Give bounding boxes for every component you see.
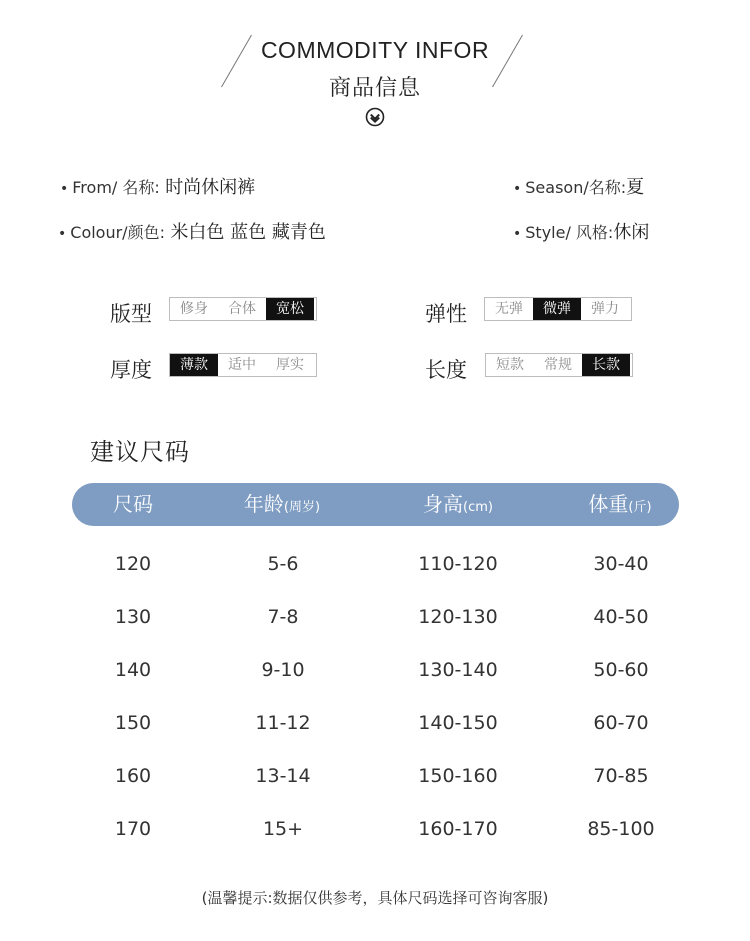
cell-size: 160 [114, 765, 152, 787]
attr-thickness-label: 厚度 [110, 358, 152, 382]
fit-option-slim[interactable]: 修身 [180, 301, 208, 317]
bullet: • [513, 226, 522, 242]
thickness-option-medium[interactable]: 适中 [228, 357, 256, 373]
info-season-value: 夏 [626, 177, 645, 198]
info-from [60, 173, 255, 199]
column-header-age-label: 年龄 [243, 492, 284, 516]
attr-fit-label: 版型 [110, 302, 152, 326]
cell-height: 130-140 [418, 659, 498, 681]
bullet: • [60, 181, 69, 197]
info-season-label: Season/名称: [525, 178, 627, 197]
length-option-short[interactable]: 短款 [496, 357, 524, 373]
elastic-option-none[interactable]: 无弹 [495, 301, 523, 317]
attr-thickness-options [169, 353, 317, 377]
cell-weight: 60-70 [593, 712, 649, 734]
info-colour-label: Colour/颜色: [70, 223, 165, 242]
size-note: (温馨提示:数据仅供参考，具体尺码选择可咨询客服) [201, 889, 549, 907]
cell-height: 140-150 [418, 712, 498, 734]
size-table-header [72, 483, 679, 526]
cell-size: 120 [114, 553, 152, 575]
chevron-down-circle-icon [365, 107, 385, 127]
info-style-label: Style/ 风格: [525, 223, 614, 242]
bullet: • [513, 181, 522, 197]
cell-height: 150-160 [418, 765, 498, 787]
fit-option-loose[interactable]: 宽松 [266, 298, 314, 320]
cell-weight: 40-50 [593, 606, 649, 628]
column-header-height-label: 身高 [423, 492, 464, 516]
attr-elastic-label: 弹性 [425, 302, 467, 326]
column-header-weight-label: 体重 [588, 492, 629, 516]
cell-weight: 85-100 [587, 818, 655, 840]
cell-weight: 70-85 [593, 765, 649, 787]
info-style [513, 218, 649, 244]
cell-size: 150 [114, 712, 152, 734]
cell-weight: 50-60 [593, 659, 649, 681]
column-header-size-label: 尺码 [113, 492, 153, 516]
cell-weight: 30-40 [593, 553, 649, 575]
column-header-age [212, 483, 352, 526]
cell-age: 9-10 [261, 659, 305, 681]
elastic-option-stretch[interactable]: 弹力 [591, 301, 619, 317]
cell-size: 140 [114, 659, 152, 681]
thickness-option-thin[interactable]: 薄款 [170, 354, 218, 376]
cell-size: 130 [114, 606, 152, 628]
column-header-weight-unit: (斤) [628, 500, 652, 515]
cell-age: 7-8 [267, 606, 299, 628]
bullet: • [58, 226, 67, 242]
attr-length-label: 长度 [425, 358, 467, 382]
cell-height: 120-130 [418, 606, 498, 628]
info-colour [58, 218, 326, 244]
elastic-option-slight[interactable]: 微弹 [533, 298, 581, 320]
size-section-title: 建议尺码 [90, 438, 190, 466]
column-header-height-unit: (cm) [463, 500, 493, 515]
column-header-weight [550, 483, 690, 526]
info-season [513, 173, 644, 199]
info-style-value: 休闲 [613, 222, 650, 243]
attr-fit-options [169, 297, 317, 321]
title-english: COMMODITY INFOR [260, 37, 490, 63]
cell-size: 170 [114, 818, 152, 840]
length-option-regular[interactable]: 常规 [544, 357, 572, 373]
attr-length-options [485, 353, 633, 377]
cell-age: 13-14 [255, 765, 311, 787]
info-from-label: From/ 名称: [72, 178, 160, 197]
fit-option-regular[interactable]: 合体 [228, 301, 256, 317]
cell-age: 15+ [262, 818, 304, 840]
column-header-size [92, 483, 174, 526]
attr-elastic-options [484, 297, 632, 321]
title-chinese: 商品信息 [328, 76, 421, 101]
column-header-height [388, 483, 528, 526]
info-colour-value: 米白色 蓝色 藏青色 [170, 222, 326, 243]
column-header-age-unit: (周岁) [283, 500, 321, 515]
cell-age: 5-6 [267, 553, 299, 575]
cell-height: 110-120 [418, 553, 498, 575]
info-from-value: 时尚休闲裤 [165, 177, 256, 198]
thickness-option-thick[interactable]: 厚实 [276, 357, 304, 373]
cell-age: 11-12 [255, 712, 311, 734]
cell-height: 160-170 [418, 818, 498, 840]
length-option-long[interactable]: 长款 [582, 354, 630, 376]
